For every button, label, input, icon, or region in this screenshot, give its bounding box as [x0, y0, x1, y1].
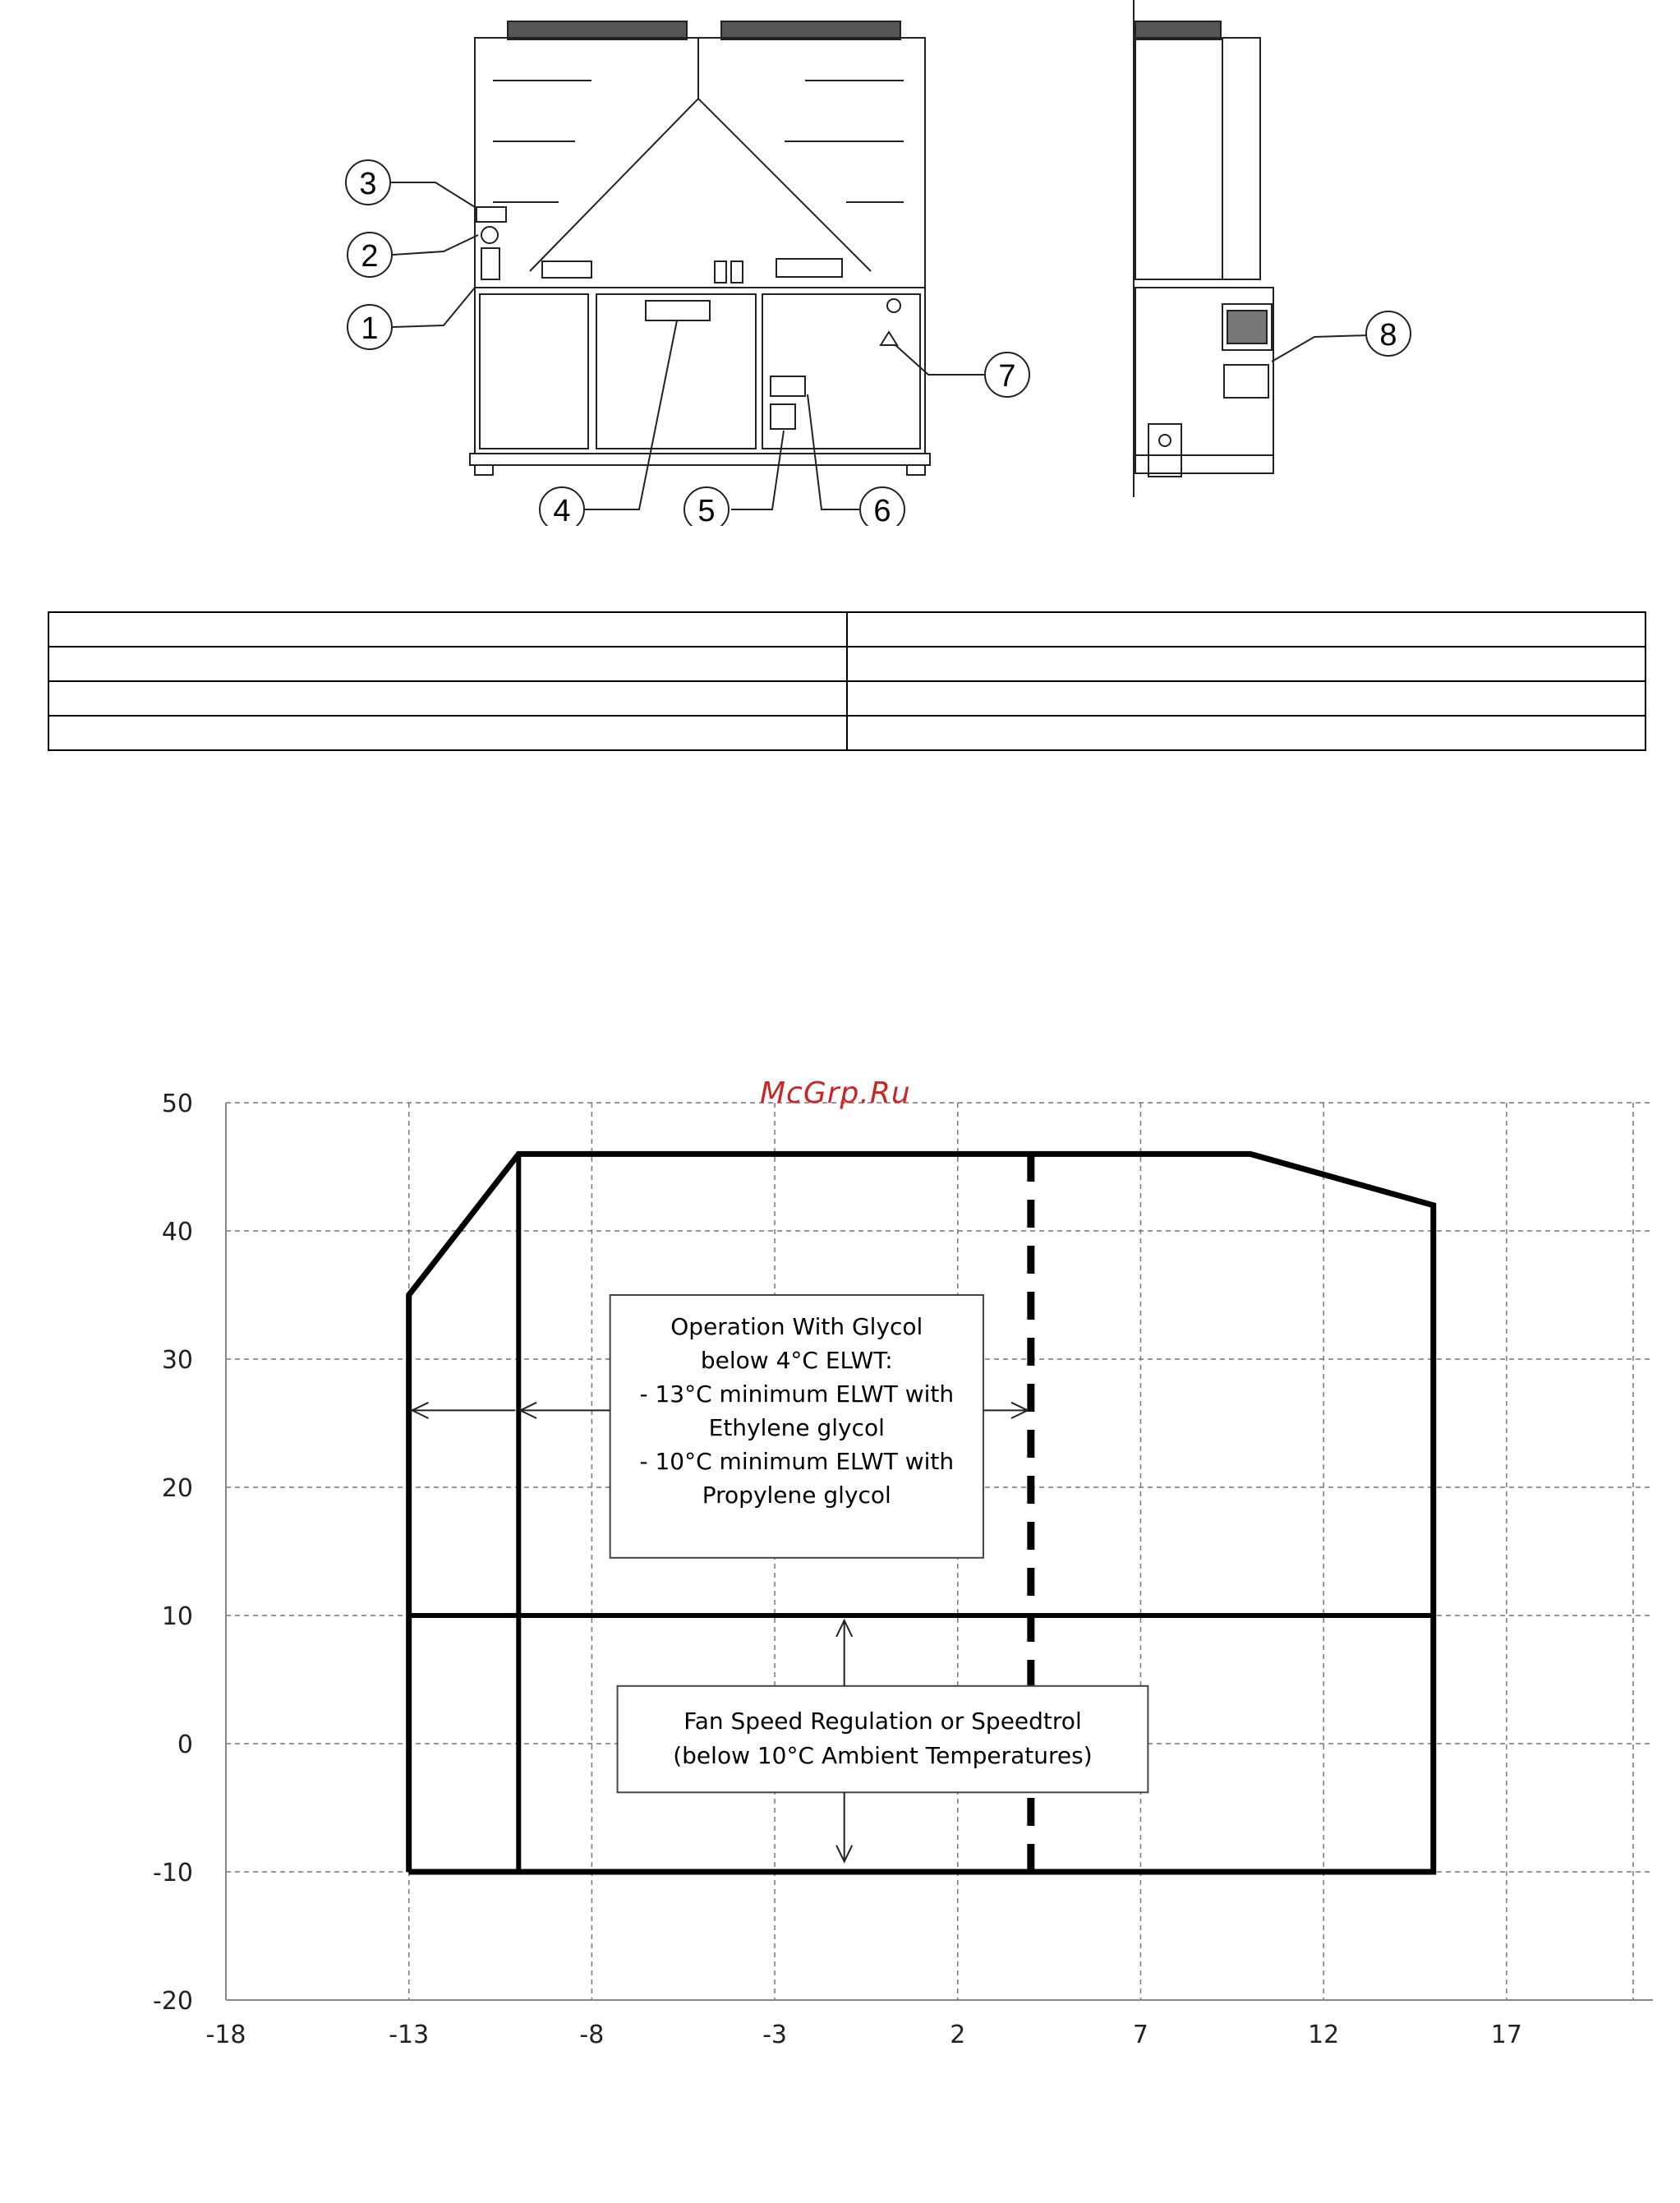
- watermark: McGrp.Ru: [760, 1076, 911, 1110]
- table-row: [48, 681, 1645, 716]
- callout-4: [540, 487, 584, 526]
- table-cell: [847, 612, 1645, 647]
- side-coil: [1135, 38, 1260, 279]
- base-frame: [470, 454, 930, 465]
- x-tick-label: -8: [579, 2021, 605, 2049]
- operating-envelope-chart: [0, 1068, 1680, 2087]
- callout-3: [346, 160, 390, 205]
- callout-6: [860, 487, 904, 526]
- svg-text:8: 8: [1379, 318, 1397, 353]
- fan-guard-left: [508, 21, 687, 39]
- fan-guard-right: [721, 21, 900, 39]
- y-tick-label: 30: [161, 1346, 193, 1375]
- x-tick-label: 2: [950, 2021, 966, 2049]
- table-row: [48, 716, 1645, 750]
- y-tick-label: 40: [161, 1218, 193, 1247]
- label-2-disc: [481, 227, 498, 243]
- fan-speed-arrow-up: [836, 1620, 852, 1686]
- callout-8: [1366, 311, 1411, 356]
- cabinet: [475, 288, 925, 454]
- table-cell: [847, 681, 1645, 716]
- svg-text:3: 3: [359, 167, 377, 201]
- glycol-note-line: - 10°C minimum ELWT with: [639, 1448, 955, 1475]
- label-6-plate: [771, 376, 805, 396]
- fan-speed-arrow-down: [836, 1792, 852, 1861]
- svg-text:2: 2: [361, 239, 379, 274]
- svg-text:5: 5: [697, 494, 716, 526]
- x-tick-label: 12: [1308, 2021, 1340, 2049]
- unit-label-diagram: [0, 0, 1680, 526]
- table-cell: [847, 716, 1645, 750]
- x-tick-labels: [206, 2021, 1522, 2049]
- y-tick-label: 50: [161, 1090, 193, 1118]
- table-row: [48, 647, 1645, 681]
- x-tick-label: 17: [1490, 2021, 1522, 2049]
- label-5-plate: [771, 404, 795, 429]
- y-tick-label: 10: [161, 1602, 193, 1631]
- table-row: [48, 612, 1645, 647]
- glycol-note-line: - 13°C minimum ELWT with: [639, 1380, 955, 1408]
- table-cell: [847, 647, 1645, 681]
- glycol-note-line: Ethylene glycol: [708, 1414, 885, 1441]
- x-tick-label: -3: [762, 2021, 788, 2049]
- glycol-note-line: Propylene glycol: [702, 1482, 891, 1509]
- glycol-note-line: below 4°C ELWT:: [700, 1347, 893, 1374]
- y-tick-labels: [153, 1090, 193, 2016]
- table-cell: [48, 647, 847, 681]
- y-tick-label: 0: [177, 1731, 193, 1759]
- glycol-arrow-right: [983, 1403, 1028, 1418]
- svg-text:4: 4: [553, 494, 571, 526]
- warning-triangle-icon: [881, 332, 897, 345]
- x-tick-label: -18: [205, 2021, 246, 2049]
- side-fan-guard: [1135, 21, 1221, 39]
- coil-section: [475, 38, 925, 288]
- main-switch: [887, 299, 900, 312]
- y-tick-label: -10: [153, 1859, 193, 1887]
- svg-text:1: 1: [361, 311, 379, 346]
- x-tick-label: 7: [1132, 2021, 1149, 2049]
- y-tick-label: -20: [153, 1987, 193, 2016]
- label-3-plate: [476, 207, 506, 222]
- fan-speed-note-line: Fan Speed Regulation or Speedtrol: [684, 1707, 1082, 1735]
- label-4-plate: [646, 301, 710, 320]
- label-1-plate: [481, 248, 499, 279]
- table-cell: [48, 681, 847, 716]
- callout-7: [985, 353, 1029, 397]
- fan-speed-note-box: [618, 1686, 1148, 1792]
- glycol-arrow-left-outer: [412, 1403, 516, 1418]
- glycol-note-line: Operation With Glycol: [670, 1313, 923, 1340]
- svg-text:6: 6: [873, 494, 891, 526]
- glycol-arrow-left-inner: [520, 1403, 610, 1418]
- table-cell: [48, 612, 847, 647]
- fan-speed-note-line: (below 10°C Ambient Temperatures): [673, 1741, 1093, 1769]
- callout-2: [348, 233, 392, 277]
- callout-1: [348, 305, 392, 349]
- svg-text:7: 7: [998, 359, 1016, 394]
- y-tick-label: 20: [161, 1474, 193, 1503]
- callout-5: [684, 487, 729, 526]
- label-table: [48, 611, 1646, 751]
- x-tick-label: -13: [389, 2021, 430, 2049]
- table-cell: [48, 716, 847, 750]
- chart-annotations: [412, 1295, 1148, 1862]
